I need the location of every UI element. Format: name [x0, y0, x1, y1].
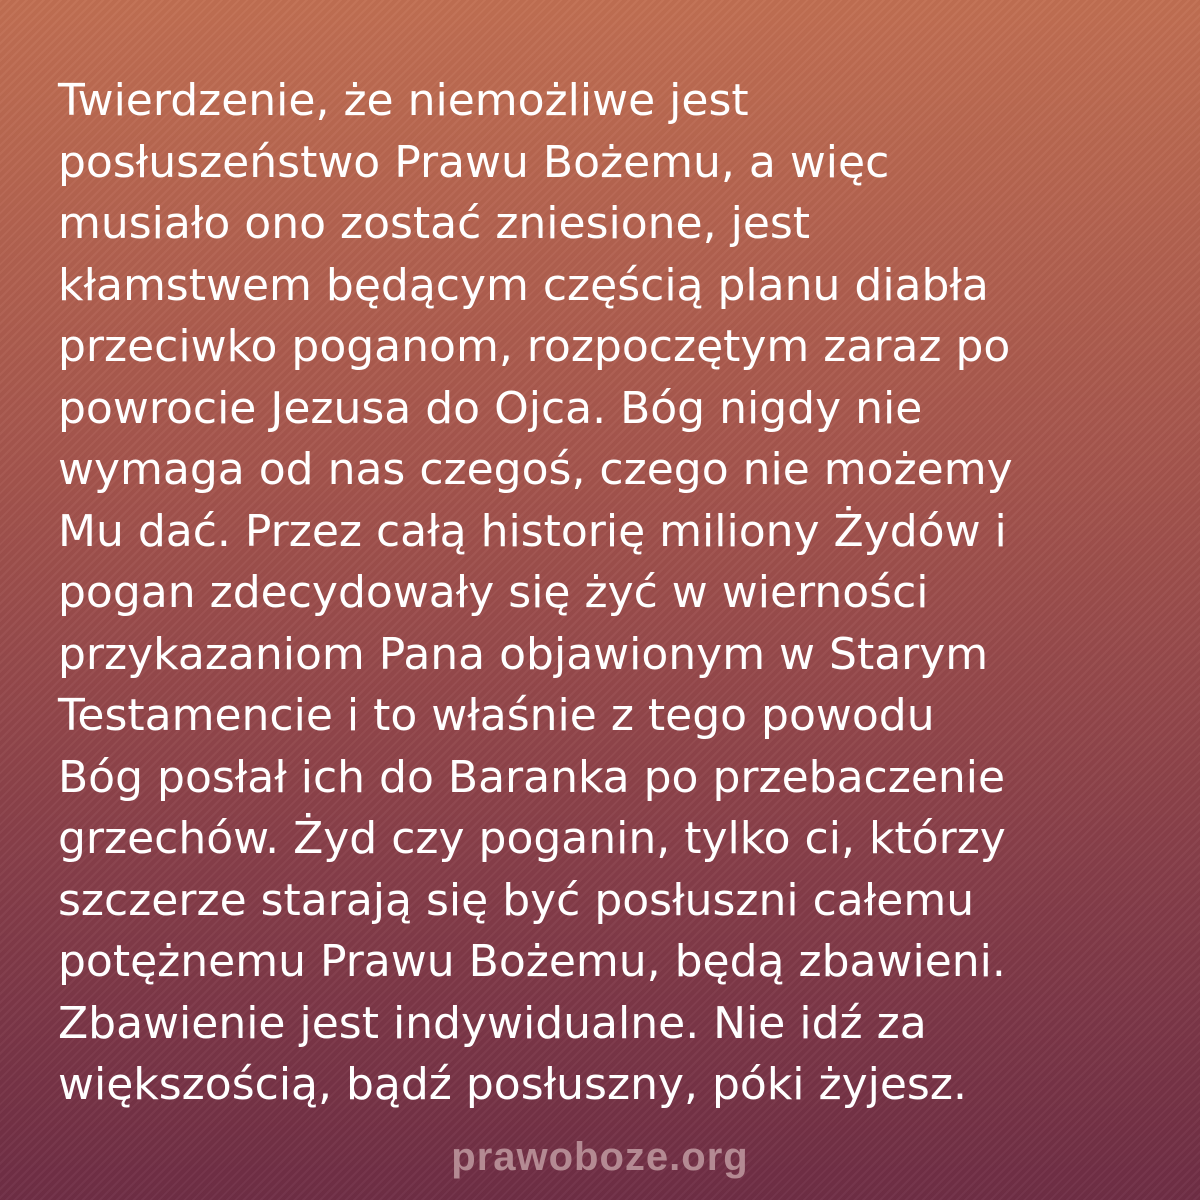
quote-line: grzechów. Żyd czy poganin, tylko ci, którzy: [58, 813, 1006, 864]
quote-line: Twierdzenie, że niemożliwe jest: [58, 75, 749, 126]
quote-line: przeciwko poganom, rozpoczętym zaraz po: [58, 321, 1011, 372]
quote-line: potężnemu Prawu Bożemu, będą zbawieni.: [58, 936, 1006, 987]
quote-line: kłamstwem będącym częścią planu diabła: [58, 259, 989, 311]
quote-line: powrocie Jezusa do Ojca. Bóg nigdy nie: [58, 382, 923, 434]
quote-line: przykazaniom Pana objawionym w Starym: [58, 628, 989, 680]
quote-line: Bóg posłał ich do Baranka po przebaczenie: [58, 751, 1006, 803]
quote-line: Testamencie i to właśnie z tego powodu: [58, 690, 935, 741]
quote-line: większością, bądź posłuszny, póki żyjesz.: [58, 1059, 967, 1110]
quote-text: [58, 70, 1168, 1116]
quote-line: Mu dać. Przez całą historię miliony Żydów i: [58, 505, 1007, 557]
quote-line: posłuszeństwo Prawu Bożemu, a więc: [58, 136, 890, 188]
quote-line: szczerze starają się być posłuszni całemu: [58, 874, 975, 926]
quote-line: Zbawienie jest indywidualne. Nie idź za: [58, 997, 927, 1049]
quote-line: musiało ono zostać zniesione, jest: [58, 198, 811, 249]
site-watermark: prawoboze.org: [451, 1135, 749, 1179]
quote-line: wymaga od nas czegoś, czego nie możemy: [58, 444, 1013, 495]
quote-line: pogan zdecydowały się żyć w wierności: [58, 567, 929, 618]
